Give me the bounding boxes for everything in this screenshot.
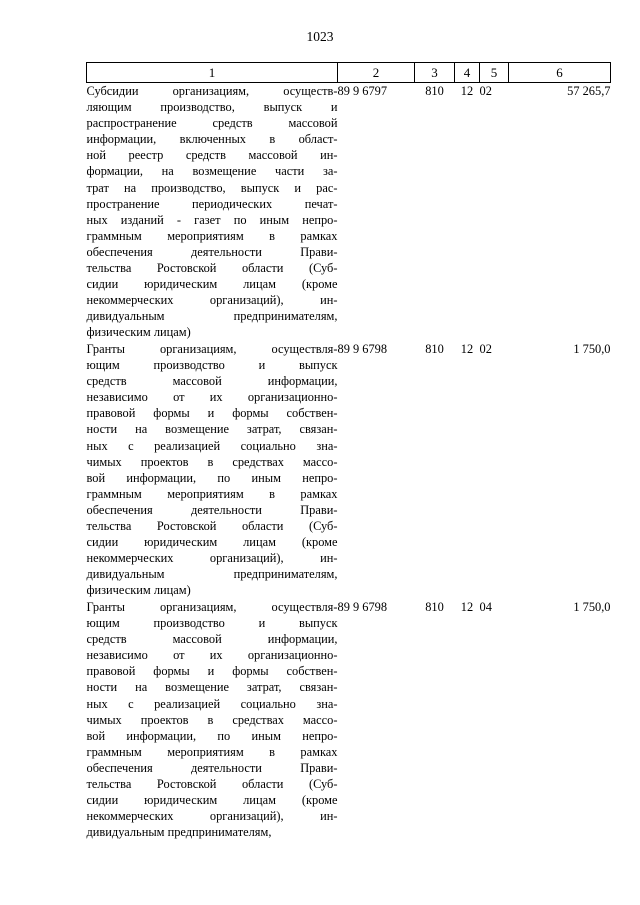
row-column-5: 02 [479, 84, 492, 98]
description-line: обеспечения деятельности Прави- [86, 760, 338, 775]
description-line: пространение периодических печат- [86, 196, 338, 211]
column-header-2: 2 [338, 63, 415, 83]
description-line: ных с реализацией социально зна- [86, 696, 338, 711]
column-header-6: 6 [509, 63, 611, 83]
row-column-3: 810 [425, 84, 444, 98]
description-line: средств массовой информации, [86, 632, 338, 647]
description-line: ности на возмещение затрат, связан- [86, 680, 338, 695]
description-line: Гранты организациям, осуществля- [86, 600, 338, 614]
description-line: физическим лицам) [86, 325, 191, 340]
row-amount: 1 750,0 [573, 342, 611, 356]
row-column-4: 12 [460, 84, 474, 98]
description-line: трат на производство, выпуск и рас- [86, 180, 338, 195]
description-line: дивидуальным предпринимателям, [86, 309, 338, 324]
description-line: Субсидии организациям, осуществ- [86, 84, 338, 98]
description-line: вой информации, по иным непро- [86, 470, 338, 485]
row-description [87, 341, 338, 599]
row-amount: 57 265,7 [567, 84, 611, 98]
description-line: сидии юридическим лицам (кроме [86, 793, 338, 808]
description-line: средств массовой информации, [86, 374, 338, 389]
row-description [87, 599, 338, 840]
description-line: вой информации, по иным непро- [86, 728, 338, 743]
description-line: физическим лицам) [86, 583, 191, 598]
description-line: правовой формы и формы собствен- [86, 664, 338, 679]
description-line: тельства Ростовской области (Суб- [86, 519, 338, 534]
description-line: ной реестр средств массовой ин- [86, 148, 338, 163]
description-line: информации, включенных в област- [86, 132, 338, 147]
row-column-5: 02 [479, 342, 492, 356]
description-line: некоммерческих организаций), ин- [86, 293, 338, 308]
row-column-3: 810 [425, 600, 444, 614]
description-line: ющим производство и выпуск [86, 616, 338, 631]
description-line: независимо от их организационно- [86, 648, 338, 663]
description-line: независимо от их организационно- [86, 390, 338, 405]
description-line: граммным мероприятиям в рамках [86, 486, 338, 501]
description-line: граммным мероприятиям в рамках [86, 228, 338, 243]
row-column-4: 12 [460, 600, 474, 614]
column-header-3: 3 [415, 63, 455, 83]
description-line: ных с реализацией социально зна- [86, 438, 338, 453]
table-row [87, 341, 611, 599]
description-line: ных изданий - газет по иным непро- [86, 212, 338, 227]
description-line: сидии юридическим лицам (кроме [86, 277, 338, 292]
description-line: ляющим производство, выпуск и [86, 100, 338, 115]
row-code: 89 9 6798 [337, 600, 388, 614]
page-number: 1023 [306, 29, 334, 44]
description-line: Гранты организациям, осуществля- [86, 342, 338, 356]
column-header-4: 4 [455, 63, 480, 83]
description-line: дивидуальным предпринимателям, [86, 567, 338, 582]
table-row [87, 83, 611, 342]
row-code: 89 9 6797 [337, 84, 388, 98]
description-line: распространение средств массовой [86, 116, 338, 131]
description-line: обеспечения деятельности Прави- [86, 502, 338, 517]
description-line: некоммерческих организаций), ин- [86, 551, 338, 566]
row-column-5: 04 [479, 600, 492, 614]
description-line: сидии юридическим лицам (кроме [86, 535, 338, 550]
description-line: тельства Ростовской области (Суб- [86, 777, 338, 792]
row-description [87, 83, 338, 342]
description-line: обеспечения деятельности Прави- [86, 244, 338, 259]
table-row [87, 599, 611, 840]
description-line: чимых проектов в средствах массо- [86, 712, 338, 727]
row-column-3: 810 [425, 342, 444, 356]
table-header-row [87, 63, 611, 83]
description-line: некоммерческих организаций), ин- [86, 809, 338, 824]
budget-table [86, 62, 611, 840]
column-header-1: 1 [87, 63, 338, 83]
row-column-4: 12 [460, 342, 474, 356]
description-line: граммным мероприятиям в рамках [86, 744, 338, 759]
column-header-5: 5 [480, 63, 509, 83]
row-amount: 1 750,0 [573, 600, 611, 614]
description-line: ющим производство и выпуск [86, 358, 338, 373]
description-line: дивидуальным предпринимателям, [86, 825, 272, 840]
description-line: чимых проектов в средствах массо- [86, 454, 338, 469]
row-code: 89 9 6798 [337, 342, 388, 356]
description-line: тельства Ростовской области (Суб- [86, 261, 338, 276]
description-line: правовой формы и формы собствен- [86, 406, 338, 421]
description-line: формации, на возмещение части за- [86, 164, 338, 179]
description-line: ности на возмещение затрат, связан- [86, 422, 338, 437]
